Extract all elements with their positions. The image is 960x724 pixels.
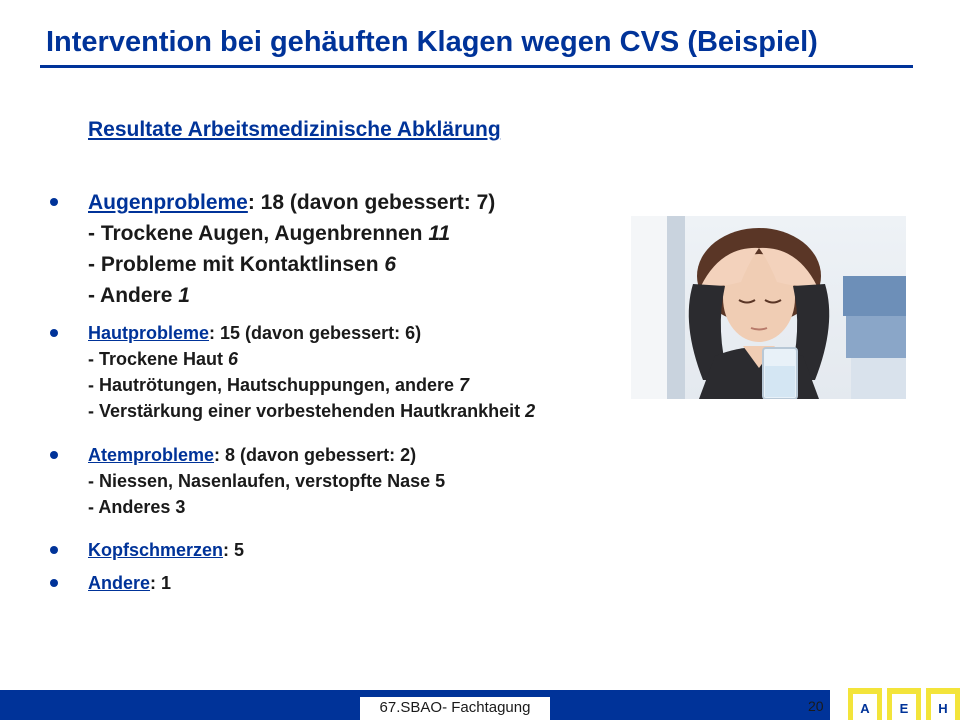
detail-line: - Niessen, Nasenlaufen, verstopfte Nase 5 xyxy=(88,471,446,491)
title-underline xyxy=(40,65,913,68)
footer-label: 67.SBAO- Fachtagung xyxy=(379,699,531,716)
detail-line: - Andere 1 xyxy=(88,284,190,307)
logo-letter: E xyxy=(892,694,916,720)
category-summary: : 18 (davon gebessert: 7) xyxy=(247,191,496,214)
item-text xyxy=(88,320,535,424)
detail-line: - Hautrötungen, Hautschuppungen, andere 7 xyxy=(88,375,470,395)
slide-subtitle: Resultate Arbeitsmedizinische Abklärung xyxy=(88,118,501,141)
logo-letter: A xyxy=(853,694,877,720)
bullet-icon xyxy=(50,579,58,587)
category-label: Atemprobleme xyxy=(88,445,215,465)
logo-cell xyxy=(926,688,960,720)
page-number: 20 xyxy=(808,698,824,714)
detail-line: - Trockene Augen, Augenbrennen 11 xyxy=(88,222,451,245)
item-text xyxy=(88,570,171,596)
logo-cell xyxy=(887,688,921,720)
detail-line: - Probleme mit Kontaktlinsen 6 xyxy=(88,253,397,276)
detail-line: - Anderes 3 xyxy=(88,497,186,517)
category-summary: : 8 (davon gebessert: 2) xyxy=(214,445,417,465)
category-summary: : 1 xyxy=(150,573,172,593)
category-summary: : 5 xyxy=(223,540,245,560)
slide-title: Intervention bei gehäuften Klagen wegen CVS (Beispiel) xyxy=(46,26,818,58)
item-text xyxy=(88,442,445,520)
category-summary: : 15 (davon gebessert: 6) xyxy=(209,323,422,343)
logo-letter: H xyxy=(931,694,955,720)
bullet-icon xyxy=(50,198,58,206)
logo-cell xyxy=(848,688,882,720)
item-text xyxy=(88,537,244,563)
bullet-icon xyxy=(50,329,58,337)
bullet-icon xyxy=(50,451,58,459)
woman-with-headache-photo xyxy=(631,216,906,399)
category-label: Andere xyxy=(88,573,151,593)
category-label: Augenprobleme xyxy=(88,191,248,214)
category-label: Kopfschmerzen xyxy=(88,540,224,560)
detail-line: - Trockene Haut 6 xyxy=(88,349,239,369)
category-label: Hautprobleme xyxy=(88,323,210,343)
detail-line: - Verstärkung einer vorbestehenden Hautkrankheit 2 xyxy=(88,401,536,421)
bullet-icon xyxy=(50,546,58,554)
aeh-logo xyxy=(848,688,960,720)
photo-illustration xyxy=(631,216,906,399)
item-text xyxy=(88,187,495,311)
